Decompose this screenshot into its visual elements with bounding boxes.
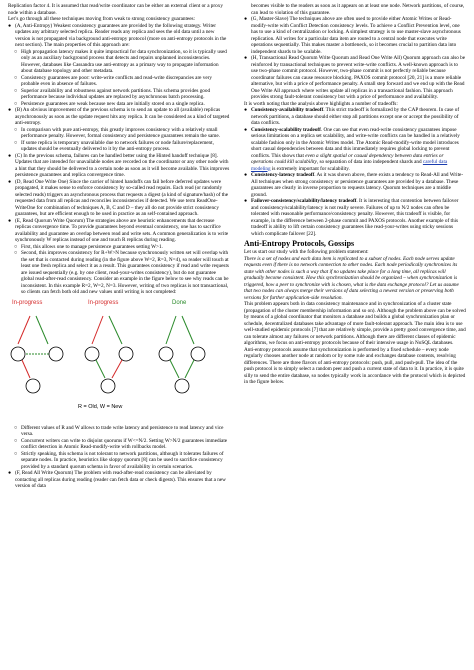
list-item — [8, 438, 230, 451]
section-intro: Let us start our study with the following problem statement: — [244, 249, 369, 255]
replica-node — [101, 379, 115, 393]
list-item-text: First, this allows one to manage persistence guarantees setting W>1. — [21, 243, 163, 250]
bullet-marker: ○ — [14, 424, 18, 431]
tradeoff-head: Failover-consistency/scalability/latency tradeoff — [251, 198, 357, 204]
replica-node — [159, 347, 173, 361]
list-item — [8, 140, 230, 153]
tradeoff-item — [244, 198, 466, 237]
problem-statement: There is a set of nodes and each data item is replicated to a subset of nodes. Each node serves update requests even if there is no network connection to other nodes. Each node periodically synchronizes its state with other nodes is such a way that if no updates take place for a long time, all replicas will gradually become consistent. How this synchronization should be organized – when synchronization is triggered, how a peer to synchronize with is chosen, what is the data exchange protocol? Let us assume that two nodes can always merge their versions of data selecting a newest version or preserving both versions for further application-side resolution. — [244, 255, 459, 301]
diagram-label-3: Done — [172, 299, 187, 306]
list-item — [8, 23, 230, 49]
tradeoff-head: Consistency-scalability tradeoff — [251, 126, 321, 133]
left-intro — [8, 3, 230, 23]
right-list — [244, 3, 466, 101]
list-item — [8, 107, 230, 127]
bullet-marker: ● — [244, 172, 248, 178]
left-list — [8, 23, 230, 296]
tradeoff-body-3: is extremely important for scalability. — [270, 165, 350, 172]
bullet-marker: ● — [244, 107, 248, 113]
tradeoff-body: . One can see that even read-write consistency guarantees impose serious limitations on a replica set scalability, and write-write conflicts can be handled in a relatively scalable fashion only in the Atomic Writes model. The Atomic Read-modify-write model introduces short casual dependencies between data and this immediately requires global locking to prevent conflicts. This shows that — [251, 126, 460, 159]
bullet-marker: ○ — [14, 126, 18, 133]
bullet-marker: ○ — [14, 250, 18, 256]
list-item-text: (H, Transactional Read Quorum Write Quorum and Read One Write All) Quorum approach can also be reinforced by transactional techniques to prevent write-write conflicts. A well-known approach is to use two-phase commit protocol. However, two-phase commit is not perfectly reliable because coordinator failures can cause resource blocking. PAXOS commit protocol [20, 21] is a more reliable alternative, but with a price of performance penalty. A small step forward and we end up with the Read One Write All approach where writes update all replicas in a transactional fashion. This approach provides strong fault-tolerant consistency but with a price of performance and availability. — [251, 55, 466, 100]
list-item-text: becomes visible to the readers as soon as it appears on at least one node. Network partitions, of course, can lead to violation of this guarantee. — [251, 3, 465, 16]
list-item-text: (A, Anti-Entropy) Weakest consistency guarantees are provided by the following strategy. Writer updates any arbitrary selected replica. Reader reads any replica and sees the old data until a new version is not propagated via background anti-entropy protocol (more on anti-entropy protocols in the next section). The main properties of this approach are: — [15, 22, 227, 48]
intro-paragraph: Let’s go through all these techniques moving from weak to strong consistency guarantees: — [8, 16, 195, 22]
section-title: Anti-Entropy Protocols, Gossips — [244, 239, 355, 248]
list-item — [8, 75, 230, 88]
diagram-legend: R = Old, W = New — [78, 403, 123, 410]
list-item — [8, 470, 230, 490]
replica-node — [175, 379, 189, 393]
list-item — [8, 218, 230, 244]
bullet-marker: ○ — [14, 450, 18, 457]
replica-node — [49, 347, 63, 361]
bullet-marker: ● — [244, 126, 248, 133]
bullet-marker: ● — [8, 22, 12, 29]
left-list-2 — [8, 425, 230, 490]
list-item — [8, 88, 230, 101]
bullet-marker: ● — [244, 198, 248, 204]
list-item-text: (C) In the previous schema, failures can be handled better using the Hinted handoff technique [8]. Updates that are intended for unavailable nodes are recorded on the coordinator or any other node with a hint that they should be delivered to a certain node as soon as it will become available. This improves persistence guarantees and replica convergence time. — [15, 152, 230, 178]
body-paragraph: Anti-entropy protocols assume that synchronization is performed by a fixed schedule – every node regularly chooses another node at random or by some rule and exchanges database contents, resolving differences. There are three flavors of anti-entropy protocols: push, pull, and push-pull. The idea of the push protocol is to simply select a random peer and push a current state of data to it. In practice, it is quite silly to send the entire database, so nodes typically work in accordance with the protocol which is depicted in the figure below. — [244, 346, 466, 385]
tradeoffs-intro: It is worth noting that the analysis above highlights a number of tradeoffs: — [244, 100, 398, 107]
bullet-marker: ● — [8, 152, 12, 159]
list-item — [244, 16, 466, 55]
diagram-group-2 — [85, 316, 133, 393]
list-item-text: Second, this improves consistency for R+W>N because synchronously written set will overlap with the set that is contacted during reading (in the figure above W=2, R=3, N=4), so reader will touch at least one fresh replica and select it as a result. This guarantees consistency if read and write requests are issued sequentially (e.g. by one client, read-your-writes consistency), but do not guarantee global read-after-read consistency. Consider an example in the figure below to see why reads can be inconsistent. In this example R=2, W=2, N=3. However, writing of two replicas is not transactional, so clients can fetch both old and new values until writing is not completed: — [21, 250, 229, 295]
bullet-marker: ○ — [14, 48, 18, 55]
tradeoff-text — [251, 172, 466, 198]
list-item — [8, 179, 230, 218]
replica-node — [119, 347, 133, 361]
bullet-marker: ● — [244, 16, 248, 22]
intro-paragraph: Replication factor 4. It is assumed that read/write coordinator can be either an external client or a proxy node within a database. — [8, 3, 223, 16]
diagram-label-1: In-progress — [12, 299, 43, 306]
tradeoff-item — [244, 172, 466, 198]
body-paragraph: This problem appears both in data consistency maintenance and in synchronization of a cluster state (propagation of the cluster membership information and so on). Although the problem above can be solved by means of a global coordinator that monitors a database and builds a global synchronization plan or schedule, decentralized databases take advantage of more fault-tolerant approach. The main idea is to use well-studied epidemic protocols [7] that are relatively simple, provide a pretty good convergence time, and can tolerate almost any failures or network partitions. Although there are different classes of epidemic algorithms, we focus on anti-entropy protocols because of their intensive usage in NoSQL databases. — [244, 301, 466, 346]
list-item-text: (B) An obvious improvement of the previous schema is to send an update to all (available) replicas asynchronously as soon as the update request hits any replica. It can be considered as a kind of targeted anti-entropy. — [15, 107, 230, 126]
bullet-marker: ● — [244, 55, 248, 61]
replica-node — [191, 347, 205, 361]
list-item-text: Concurrent writers can write to disjoint quorums if W<=N/2. Setting W>N/2 guarantees immediate conflict detection in Atomic Read-modify-write with rollbacks model. — [21, 437, 228, 450]
tradeoff-item — [244, 107, 466, 127]
list-item-text: High propagation latency makes it quite impractical for data synchronization, so it is typically used only as an auxiliary background process that detects and repairs unplanned inconsistencies. However, databases like Cassandra use anti-entropy as a primary way to propagate information about database topology and other metadata. — [21, 48, 227, 74]
bullet-marker: ● — [8, 217, 12, 224]
right-paragraphs — [244, 301, 466, 386]
bullet-marker: ○ — [14, 87, 18, 94]
tradeoff-body-2: , so separation of data into independent shards and — [316, 159, 423, 165]
list-item — [244, 3, 466, 16]
right-column — [244, 3, 466, 670]
data-modeling-link[interactable]: careful data modeling — [251, 159, 448, 172]
list-item — [8, 127, 230, 140]
list-item — [8, 451, 230, 471]
tradeoff-text — [251, 127, 466, 173]
list-item — [244, 55, 466, 101]
list-item-text: Persistence guarantees are weak because new data are initially stored on a single replica. — [21, 100, 205, 107]
list-item-text: Different values of R and W allows to trade write latency and persistence to read latency and vice versa. — [21, 424, 224, 437]
list-item — [8, 250, 230, 296]
list-item — [8, 425, 230, 438]
diagram-group-1 — [11, 316, 63, 393]
bullet-marker: ● — [8, 470, 12, 476]
diagram-label-2: In-progress — [88, 299, 119, 306]
replica-node — [11, 347, 25, 361]
tradeoff-item — [244, 127, 466, 173]
bullet-marker: ● — [8, 107, 12, 113]
tradeoff-head: Consistency-latency tradeoff — [251, 172, 315, 178]
left-column — [8, 3, 230, 670]
tradeoff-body: . It is interesting that contention between failover and consistency/scalability/latency is not really severe. Failures of up to N/2 nodes can often be tolerated with reasonable performance/consistency penalty. However, this tradeoff is visible, for example, in the difference between 2-phase commit and PAXOS protocols. Another example of this tradeoff is ability to lift certain consistency guarantees like read-your-writes using sticky sessions which complicate failover [22]. — [251, 198, 459, 237]
replication-diagram — [8, 298, 230, 422]
list-item-text: If some replica is temporary unavailable due to network failures or node failure/replacement, updates should be eventually delivered to it by the anti-entropy process. — [21, 139, 214, 152]
tradeoffs-list — [244, 107, 466, 237]
tradeoff-head: Consistency-availability tradeoff — [251, 107, 324, 113]
diagram-group-3 — [159, 316, 205, 393]
bullet-marker: ● — [8, 178, 12, 185]
list-item-text: Consistency guarantees are poor: write-write conflicts and read-write discrepancies are very probable even in absence of failures. — [21, 74, 212, 87]
tradeoff-body: . As it was shown above, there exists a tendency to Read-All and Write-All techniques when strong consistency or persistence guarantees are provided by a database. These guarantees are clearly in inverse proportion to requests latency. Quorum techniques are a middle ground. — [251, 172, 464, 198]
tradeoff-text — [251, 107, 466, 127]
bullet-marker: ○ — [14, 243, 18, 250]
list-item-text: (D, Read One Write One) Since the carrier of hinted handoffs can fail before deferred updates were propagated, it makes sense to enforce consistency by so-called read repairs. Each read (or randomly selected reads) triggers an asynchronous process that requests a digest (a kind of signature/hash) of the requested data from all replicas and reconciles inconsistencies if detected. We use term ReadOne-WriteOne for combination of techniques A, B, C and D – they all do not provide strict consistency guarantees, but are efficient enough to be used in practice as an self-contained approach. — [15, 178, 229, 217]
list-item-text: In comparison with pure anti-entropy, this greatly improves consistency with a relatively small performance penalty. However, formal consistency and persistence guarantees remain the same. — [21, 126, 220, 139]
list-item-text: (F, Read All Write Quorum) The problem with read-after-read consistency can be alleviated by contacting all replicas during reading (reader can fetch data or check digests). This ensures that a new version of data — [15, 470, 226, 489]
bullet-marker: ○ — [14, 100, 18, 107]
bullet-marker: ○ — [14, 139, 18, 146]
list-item-text: Strictly speaking, this schema is not tolerant to network partitions, although it tolerates failures of separate nodes. In practice, heuristics like sloppy quorum [8] can be used to sacrifice consistency provided by a standard quorum schema in favor of availability in certain scenarios. — [21, 450, 224, 470]
list-item-text: (E, Read Quorum Write Quorum) The strategies above are heuristic enhancements that decrease replicas convergence time. To provide guarantees beyond eventual consistency, one has to sacrifice availability and guarantee an overlap between read and write sets. A common generalization is to write synchronously W replicas instead of one and touch R replicas during reading. — [15, 217, 229, 243]
list-item-text: (G, Master-Slave) The techniques above are often used to provide either Atomic Writes or Read-modify-write with Conflict Detection consistency levels. To achieve a Conflict Prevention level, one has to use a kind of centralization or locking. A simplest strategy is to use master-slave asynchronous replication. All writes for a particular data item are routed to a central node that executes write operations sequentially. This makes master a bottleneck, so it becomes crucial to partition data into independent shards to be scalable. — [251, 16, 461, 55]
tradeoff-emphasis: even a slight spatial or casual dependency between data entries or operations could kill scalability — [251, 152, 444, 165]
replica-node — [85, 347, 99, 361]
bullet-marker: ○ — [14, 74, 18, 81]
list-item — [8, 49, 230, 75]
list-item — [8, 153, 230, 179]
bullet-marker: ○ — [14, 437, 18, 444]
bullet-marker — [244, 3, 251, 16]
list-item-text: Superior availability and robustness against network partitions. This schema provides good performance because individual updates are replaced by asynchronous batch processing. — [21, 87, 211, 100]
replica-node — [26, 379, 40, 393]
tradeoff-body: . This strict tradeoff is formalized by the CAP theorem. In case of network partitions, a database should either stop all partitions except one or accept the possibility of data conflicts. — [251, 107, 460, 126]
tradeoff-text — [251, 198, 466, 237]
